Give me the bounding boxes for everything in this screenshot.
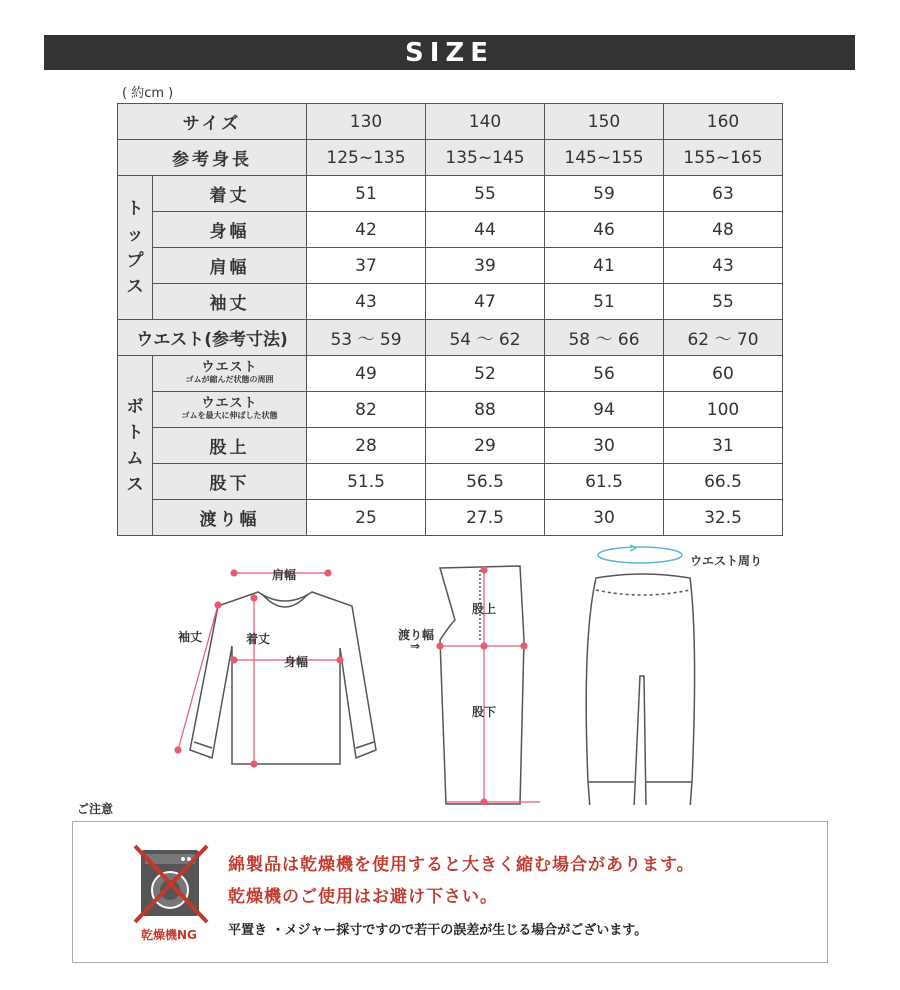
table-row [118, 248, 783, 284]
length-label: 着丈 [246, 632, 271, 646]
size-banner: SIZE [44, 35, 855, 70]
group-char: ト [126, 198, 144, 219]
row-label: 肩幅 [153, 248, 307, 284]
table-cell: 28 [307, 428, 426, 464]
sleeve-label: 袖丈 [178, 630, 203, 644]
size-cell: 140 [426, 104, 545, 140]
table-row [118, 284, 783, 320]
measurement-diagrams [0, 535, 900, 805]
height-cell: 145~155 [545, 140, 664, 176]
row-label: 着丈 [153, 176, 307, 212]
table-cell: 46 [545, 212, 664, 248]
table-cell: 48 [664, 212, 783, 248]
table-cell: 47 [426, 284, 545, 320]
waist-label: ウエスト(参考寸法) [118, 320, 307, 356]
table-row [118, 212, 783, 248]
waist-cell: 62 〜 70 [664, 320, 783, 356]
inseam-label: 股下 [472, 705, 497, 719]
row-label-main: ウエスト [201, 395, 258, 411]
group-char: ス [126, 276, 144, 297]
table-cell: 25 [307, 500, 426, 536]
table-cell: 30 [545, 428, 664, 464]
size-cell: 130 [307, 104, 426, 140]
table-cell: 51 [545, 284, 664, 320]
bottoms-group-label [118, 356, 153, 536]
table-row [118, 464, 783, 500]
table-cell: 52 [426, 356, 545, 392]
table-cell: 31 [664, 428, 783, 464]
group-char: ト [126, 422, 144, 443]
size-table [117, 103, 783, 536]
tops-group-label [118, 176, 153, 320]
table-cell: 88 [426, 392, 545, 428]
row-label [153, 392, 307, 428]
table-cell: 41 [545, 248, 664, 284]
row-label-sub: ゴムを最大に伸ばした状態 [181, 410, 278, 420]
shirt-diagram [190, 592, 376, 764]
size-cell: 160 [664, 104, 783, 140]
table-cell: 61.5 [545, 464, 664, 500]
table-cell: 43 [307, 284, 426, 320]
table-cell: 42 [307, 212, 426, 248]
table-row [118, 392, 783, 428]
unit-note: ( 約cm ) [122, 86, 174, 101]
table-row-height [118, 140, 783, 176]
table-cell: 100 [664, 392, 783, 428]
waist-around-arrow [598, 545, 682, 563]
table-cell: 55 [426, 176, 545, 212]
table-cell: 43 [664, 248, 783, 284]
table-cell: 49 [307, 356, 426, 392]
no-dryer-icon [133, 842, 213, 932]
row-label: 袖丈 [153, 284, 307, 320]
row-label-sub: ゴムが縮んだ状態の周囲 [185, 374, 274, 384]
table-cell: 37 [307, 248, 426, 284]
waist-cell: 54 〜 62 [426, 320, 545, 356]
waist-cell: 53 〜 59 [307, 320, 426, 356]
table-row [118, 500, 783, 536]
table-cell: 30 [545, 500, 664, 536]
row-label [153, 356, 307, 392]
dryer-ng-label: 乾燥機NG [141, 928, 197, 942]
table-cell: 59 [545, 176, 664, 212]
size-header-label: サイズ [118, 104, 307, 140]
row-label-main: ウエスト [201, 359, 258, 375]
table-cell: 56 [545, 356, 664, 392]
row-label: 身幅 [153, 212, 307, 248]
thigh-arrow: ⇒ [410, 639, 421, 653]
rise-label: 股上 [472, 602, 497, 616]
warning-line-2: 乾燥機のご使用はお避け下さい。 [228, 887, 498, 907]
notice-box [72, 821, 828, 963]
group-char: ッ [126, 224, 144, 245]
pants-front-diagram [586, 574, 694, 805]
notice-title: ご注意 [77, 802, 114, 816]
table-cell: 55 [664, 284, 783, 320]
table-row-size [118, 104, 783, 140]
row-label: 股下 [153, 464, 307, 500]
shoulder-label: 肩幅 [272, 568, 297, 582]
height-label: 参考身長 [118, 140, 307, 176]
table-cell: 27.5 [426, 500, 545, 536]
measurement-note: 平置き ・メジャー採寸ですので若干の誤差が生じる場合がございます。 [228, 923, 648, 938]
table-row-waist [118, 320, 783, 356]
warning-line-1: 綿製品は乾燥機を使用すると大きく縮む場合があります。 [228, 855, 695, 875]
width-label: 身幅 [284, 655, 309, 669]
shirt-measure-lines [175, 570, 343, 767]
table-cell: 56.5 [426, 464, 545, 500]
row-label: 股上 [153, 428, 307, 464]
table-row [118, 428, 783, 464]
table-cell: 44 [426, 212, 545, 248]
table-cell: 60 [664, 356, 783, 392]
table-row [118, 176, 783, 212]
row-label: 渡り幅 [153, 500, 307, 536]
table-cell: 63 [664, 176, 783, 212]
table-cell: 82 [307, 392, 426, 428]
table-cell: 94 [545, 392, 664, 428]
height-cell: 155~165 [664, 140, 783, 176]
table-cell: 51.5 [307, 464, 426, 500]
table-cell: 51 [307, 176, 426, 212]
thigh-label: 渡り幅 [398, 628, 435, 642]
size-cell: 150 [545, 104, 664, 140]
table-cell: 66.5 [664, 464, 783, 500]
waist-around-label: ウエスト周り [690, 554, 763, 568]
table-cell: 29 [426, 428, 545, 464]
table-cell: 39 [426, 248, 545, 284]
group-char: ス [126, 474, 144, 495]
group-char: ム [126, 448, 144, 469]
waist-cell: 58 〜 66 [545, 320, 664, 356]
group-char: ボ [126, 396, 144, 417]
table-cell: 32.5 [664, 500, 783, 536]
height-cell: 135~145 [426, 140, 545, 176]
table-row [118, 356, 783, 392]
height-cell: 125~135 [307, 140, 426, 176]
group-char: プ [126, 250, 144, 271]
